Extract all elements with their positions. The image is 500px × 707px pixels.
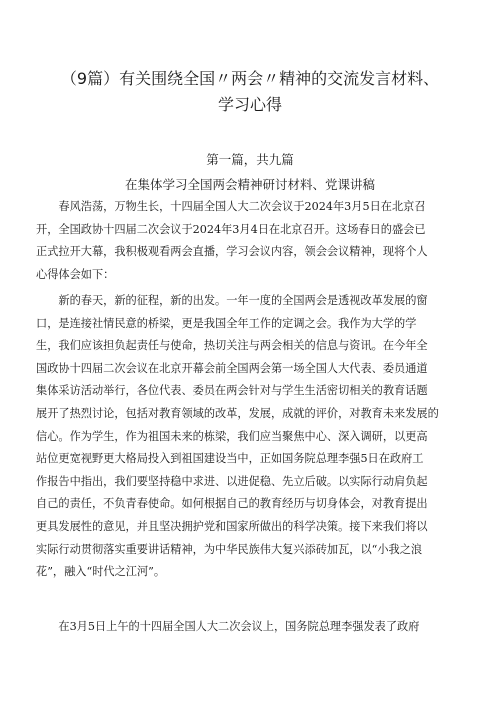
section-part-label: 第一篇，共九篇	[206, 152, 294, 167]
text-line: 集体采访活动举行，各位代表、委员在两会针对与学生生活密切相关的教育话题	[36, 384, 428, 398]
paragraph-3	[36, 616, 466, 639]
text-line: 更具发展性的意见，并且坚决拥护党和国家所做出的科学决策。接下来我们将以	[36, 519, 428, 533]
title-line: （9篇）有关围绕全国〃两会〃精神的交流发言材料、	[60, 69, 440, 88]
text-line: 心得体会如下：	[36, 267, 115, 281]
paragraph-1	[36, 196, 466, 286]
text-line: 新的春天，新的征程，新的出发。一年一度的全国两会是透视改革发展的窗	[36, 294, 428, 307]
text-line: 站位更宽视野更大格局投入到祖国建设当中，正如国务院总理李强5日在政府工	[36, 452, 424, 466]
title-line: 学习心得	[217, 95, 282, 114]
text-line: 信心。作为学生，作为祖国未来的栋梁，我们应当聚焦中心、深入调研，以更高	[36, 429, 428, 443]
text-line: 展开了热烈讨论，包括对教育领域的改革，发展，成就的评价，对教育未来发展的	[36, 406, 439, 420]
text-line: 开，全国政协十四届二次会议于2024年3月4日在北京召开。这场春日的盛会已	[36, 222, 426, 236]
document-title	[40, 66, 460, 118]
text-line: 花”，融入“时代之江河”。	[36, 565, 166, 579]
text-line: 作报告中指出，我们要坚持稳中求进、以进促稳、先立后破。以实际行动肩负起	[36, 474, 428, 488]
text-line: 国政协十四届二次会议在北京开幕会前全国两会第一场全国人大代表、委员通道	[36, 361, 428, 375]
text-line: 口，是连接社情民意的桥梁，更是我国全年工作的定调之会。我作为大学的学	[36, 316, 417, 330]
text-line: 实际行动贯彻落实重要讲话精神，为中华民族伟大复兴添砖加瓦，以“小我之浪	[36, 542, 423, 556]
text-line: 正式拉开大幕，我积极观看两会直播，学习会议内容，领会会议精神，现将个人	[36, 245, 428, 259]
text-line: 在3月5日上午的十四届全国人大二次会议上，国务院总理李强发表了政府	[36, 620, 420, 633]
text-line: 生，我们应该担负起责任与使命，热切关注与两会相关的信息与资讯。在今年全	[36, 339, 428, 353]
text-line: 自己的责任，不负青春使命。如何根据自己的教育经历与切身体会，对教育提出	[36, 497, 428, 511]
text-line: 春风浩荡，万物生长，十四届全国人大二次会议于2024年3月5日在北京召	[36, 200, 426, 213]
paragraph-2	[36, 290, 466, 584]
section-title: 在集体学习全国两会精神研讨材料、党课讲稿	[124, 177, 375, 192]
